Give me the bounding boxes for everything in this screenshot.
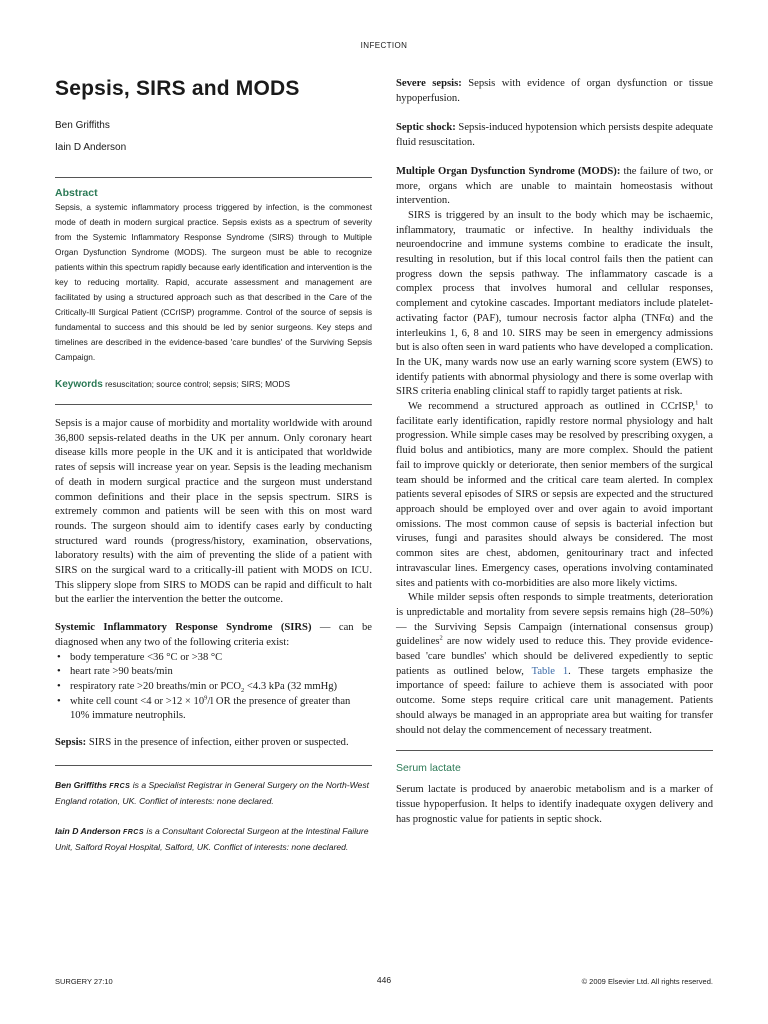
author-bio-anderson: Iain D Anderson FRCS is a Consultant Colorectal Surgeon at the Intestinal Failure Unit, Salford Royal Hospital, Salford, UK. Conflict of interests: none declared. [55,825,369,852]
sirs-criteria-list [55,651,372,725]
article-title: Sepsis, SIRS and MODS [55,77,300,100]
right-column [396,77,713,827]
list-item: • body temperature <36 °C or >38 °C [70,651,372,666]
mods-definition: Multiple Organ Dysfunction Syndrome (MODS): the failure of two, or more, organs which are unable to maintain homeostasis without intervention. [396,165,713,207]
author-bio-griffiths: Ben Griffiths FRCS is a Specialist Registrar in General Surgery on the North-West England rotation, UK. Conflict of interests: none declared. [55,779,370,806]
body-paragraph: We recommend a structured approach as outlined in CCrISP,$^1$ to facilitate early identification, rapidly restore normal physiology and halt progression. While simple cases may be resolved by prescribing oxygen, a fluid bolus and antibiotics, many are more complex. Should the patient fail to improve quickly or deteriorate, then senior members of the surgical team should be informed and the critical care team alerted. In complex patients several episodes of SIRS or sepsis are expected and the structured approach should be employed over and over again to avoid important omissions. The most common cause of sepsis is bacterial infection but viruses, fungi and parasites should always be considered. The most common sites are chest, abdomen, genitourinary tract and infected intravascular lines. Emergency cases, operations involving contaminated sites and patients with co-morbidities are also more likely victims. [396,399,714,589]
list-item: • respiratory rate >20 breaths/min or $PCO_2 <4.3$ kPa (32 mmHg) [70,680,372,695]
divider [55,765,372,766]
abstract-section [55,177,372,392]
septic-shock-definition: Septic shock: Sepsis-induced hypotension which persists despite adequate fluid resuscitation. [396,122,713,149]
footer-journal: SURGERY 27:10 [55,977,113,986]
list-item: • heart rate >90 beats/min [70,665,372,680]
sirs-term: Systemic Inflammatory Response Syndrome (SIRS) [55,622,312,634]
left-column [55,76,372,855]
footer-page-number: 446 [376,975,392,985]
author-name: Iain D Anderson [55,142,127,153]
section-heading-serum-lactate: Serum lactate [396,762,461,775]
divider [55,404,372,405]
keywords-text: resuscitation; source control; sepsis; SIRS; MODS [105,379,291,389]
keywords [55,377,372,392]
author-list [55,115,372,159]
intro-paragraph: Sepsis is a major cause of morbidity and mortality worldwide with around 36,800 sepsis-related deaths in the UK per annum. Only coronary heart disease kills more people in the UK and it is anticipated that worldwide rates of sepsis will increase year on year. Sepsis is the leading mechanism of death in modern surgical practice and the surgeon must understand common definitions and their place in the sepsis spectrum. SIRS is extremely common and patients will be seen with this on most ward rounds. The surgeon should aim to identify cases early by conducting structured ward rounds (progress/history, examination, observations, laboratory results) with the aim of preventing the slide of a patient with SIRS on the surgical ward to a critically-ill patient with MODS on ICU. This slippery slope from SIRS to MODS can be rapid and difficult to halt but the earlier the intervention the better the outcome. [55,418,372,606]
sepsis-definition: Sepsis: SIRS in the presence of infection, either proven or suspected. [55,737,349,749]
serum-lactate-text: Serum lactate is produced by anaerobic metabolism and is a marker of tissue hypoperfusion. It helps to identify inadequate oxygen delivery and has prognostic value for patients in septic shock. [396,784,713,825]
table-1-link[interactable]: Table 1 [531,665,569,677]
sirs-definition [55,621,372,650]
body-paragraph: SIRS is triggered by an insult to the body which may be ischaemic, inflammatory, traumatic or infective. In healthy individuals the neuroendocrine and immune systems combine to eradicate the insult, resulting in resolution, but if this local control fails then the patient can progress down the sepsis pathway. The inflammatory cascade is a complex process that involves humoral and cellular responses, complement and cytokine cascades. Important mediators include platelet-activating factor (PAF), tumour necrosis factor alpha (TNFα) and the interleukins 1, 6, 8 and 10. SIRS may be seen in emergency admissions but is also often seen in ward patients who have developed a complication. In the UK, many wards now use an early warning score system (EWS) to identify patients with abnormal physiology and there is some overlap with SIRS criteria enabling clinical staff to rapidly target patients at risk. [396,209,713,398]
body-paragraph: While milder sepsis often responds to simple treatments, deterioration is unpredictable and mortality from severe sepsis remains high (28–50%) — the Surviving Sepsis Campaign (international consensus group) guidelines$^2$ are now widely used to reduce this. They provide evidence-based 'care bundles' which should be delivered expediently to septic patients as outlined below, Table 1. These targets emphasize the importance of speed: failure to achieve them is associated with poor outcome. Some steps require critical care unit management. Patients should always be managed in an appropriate area but waiting for transfer should not delay the commencement of necessary treatment. [396,592,714,736]
divider [396,750,713,751]
keywords-label: Keywords [55,379,103,390]
sepsis-term: Sepsis: [55,737,87,749]
list-item: • white cell count <4 or $>12 \times 10^9/l$ OR the presence of greater than 10% immature neutrophils. [70,695,372,724]
severe-sepsis-definition: Severe sepsis: Sepsis with evidence of organ dysfunction or tissue hypoperfusion. [396,78,713,104]
author-name: Ben Griffiths [55,120,110,131]
running-head: INFECTION [360,41,408,50]
abstract-heading: Abstract [55,187,98,199]
abstract-text: Sepsis, a systemic inflammatory process triggered by infection, is the commonest mode of death in modern surgical practice. Sepsis exists as a spectrum of severity from the Systemic Inflammatory Response Syndrome (SIRS) through to Multiple Organ Dysfunction Syndrome (MODS). The surgeon must be able to recognize patients within this spectrum rapidly because early identification and intervention is the key to reducing mortality. Rapid, accurate assessment and management are facilitated by using a structured approach such as that described in the Care of the Critically-Ill Surgical Patient (CCrISP) programme. Control of the source of sepsis is fundamental to success and this should be led by senior surgeons. Key steps and timelines are described in the evidence-based 'care bundles' of the Surviving Sepsis Campaign. [55,202,372,362]
sirs-lead: — can be diagnosed when any two of the following criteria exist: [55,622,372,648]
footer-copyright: © 2009 Elsevier Ltd. All rights reserved. [581,977,713,986]
